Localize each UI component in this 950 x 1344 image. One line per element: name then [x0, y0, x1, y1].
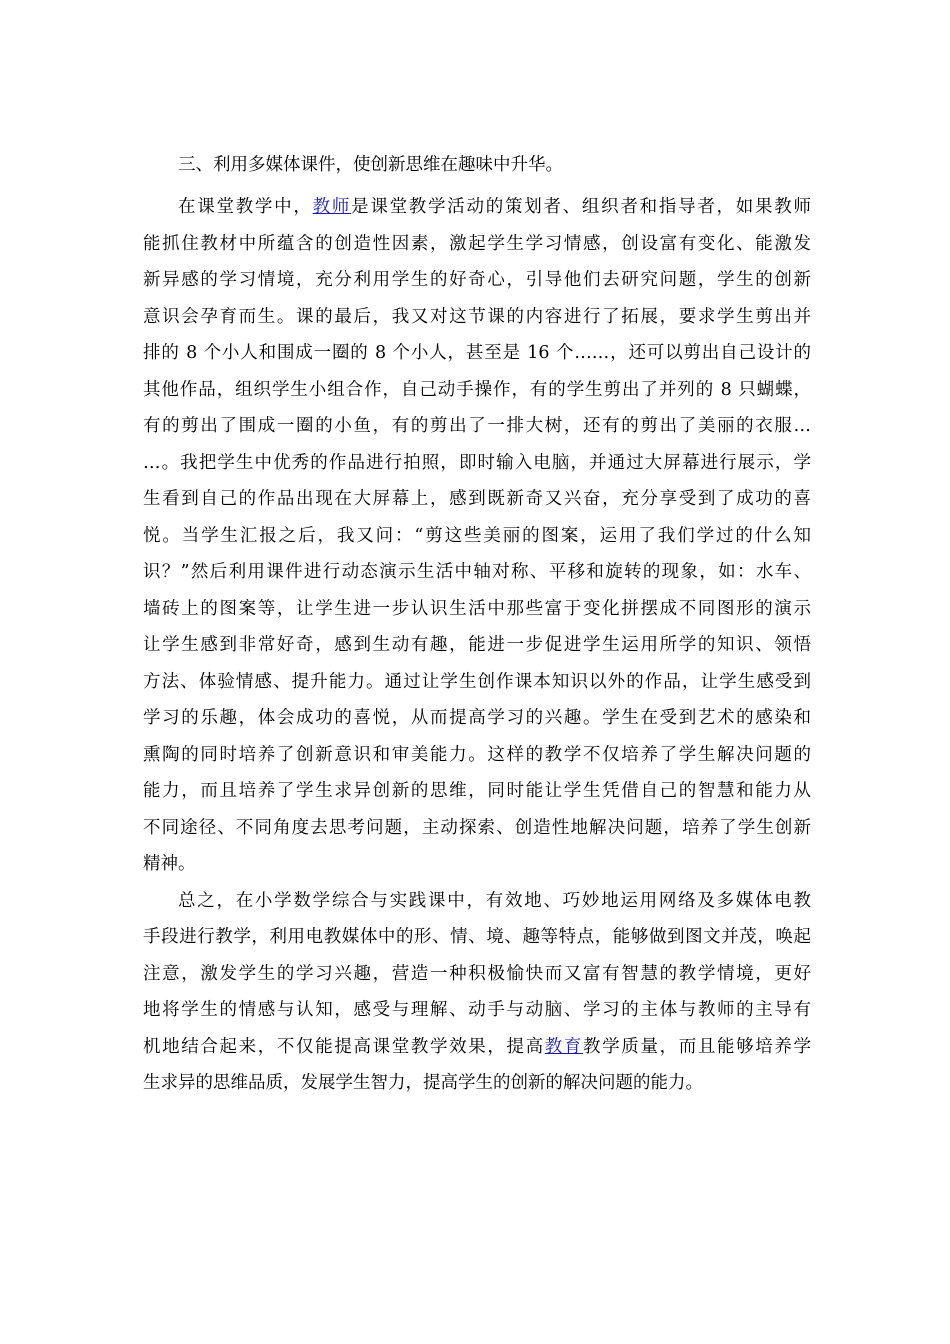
paragraph-1-line-8: …。我把学生中优秀的作品进行拍照，即时输入电脑，并通过大屏幕进行展示，学: [143, 453, 811, 473]
paragraph-1-line-15: 学习的乐趣，体会成功的喜悦，从而提高学习的兴趣。学生在受到艺术的感染和: [143, 708, 811, 728]
paragraph-1-line-14: 方法、体验情感、提升能力。通过让学生创作课本知识以外的作品，让学生感受到: [143, 672, 811, 692]
paragraph-1-line-10: 悦。当学生汇报之后，我又问：“剪这些美丽的图案，运用了我们学过的什么知: [143, 526, 811, 546]
paragraph-2-line-4: 地将学生的情感与认知，感受与理解、动手与动脑、学习的主体与教师的主导有: [143, 1000, 811, 1020]
paragraph-1-line-12: 墙砖上的图案等，让学生进一步认识生活中那些富于变化拼摆成不同图形的演示: [143, 599, 811, 619]
paragraph-1-line-3: 新异感的学习情境，充分利用学生的好奇心，引导他们去研究问题，学生的创新: [143, 270, 811, 290]
paragraph-2-line-3: 注意，激发学生的学习兴趣，营造一种积极愉快而又富有智慧的教学情境，更好: [143, 964, 811, 984]
paragraph-1-line-2: 能抓住教材中所蕴含的创造性因素，激起学生学习情感，创设富有变化、能激发: [143, 234, 811, 254]
teacher-link[interactable]: 教师: [312, 197, 352, 217]
paragraph-1-line-7: 有的剪出了围成一圈的小鱼，有的剪出了一排大树，还有的剪出了美丽的衣服…: [143, 416, 811, 436]
paragraph-1-line-13: 让学生感到非常好奇，感到生动有趣，能进一步促进学生运用所学的知识、领悟: [143, 635, 811, 655]
education-link[interactable]: 教育: [544, 1037, 584, 1057]
paragraph-1-line-11: 识？”然后利用课件进行动态演示生活中轴对称、平移和旋转的现象，如：水车、: [143, 562, 811, 582]
paragraph-1-line-9: 生看到自己的作品出现在大屏幕上，感到既新奇又兴奋，充分享受到了成功的喜: [143, 489, 811, 509]
paragraph-1-line-1: [178, 192, 811, 222]
paragraph-2-line-6: 生求异的思维品质，发展学生智力，提高学生的创新的解决问题的能力。: [143, 1073, 703, 1093]
paragraph-1-line-6: 其他作品，组织学生小组合作，自己动手操作，有的学生剪出了并列的 8 只蝴蝶，: [143, 380, 811, 400]
paragraph-1-line-17: 能力，而且培养了学生求异创新的思维，同时能让学生凭借自己的智慧和能力从: [143, 781, 811, 801]
paragraph-2-line-2: 手段进行教学，利用电教媒体中的形、情、境、趣等特点，能够做到图文并茂，唤起: [143, 927, 811, 947]
paragraph-2-line-5: [143, 1032, 811, 1062]
paragraph-2-line-5-end: 教学质量，而且能够培养学: [583, 1037, 812, 1057]
paragraph-1-line-19: 精神。: [143, 854, 196, 874]
paragraph-1-line-1-start: 在课堂教学中，: [178, 197, 313, 217]
paragraph-1-line-18: 不同途径、不同角度去思考问题，主动探索、创造性地解决问题，培养了学生创新: [143, 818, 811, 838]
paragraph-2-line-1: 总之，在小学数学综合与实践课中，有效地、巧妙地运用网络及多媒体电教: [178, 891, 811, 911]
section-heading: 三、利用多媒体课件，使创新思维在趣味中升华。: [178, 155, 563, 175]
paragraph-1-line-4: 意识会孕育而生。课的最后，我又对这节课的内容进行了拓展，要求学生剪出并: [143, 307, 811, 327]
paragraph-1-line-16: 熏陶的同时培养了创新意识和审美能力。这样的教学不仅培养了学生解决问题的: [143, 745, 811, 765]
paragraph-1-line-1-end: 是课堂教学活动的策划者、组织者和指导者，如果教师: [351, 197, 811, 217]
paragraph-2-line-5-start: 机地结合起来，不仅能提高课堂教学效果，提高: [143, 1037, 545, 1057]
paragraph-1-line-5: 排的 8 个小人和围成一圈的 8 个小人，甚至是 16 个……，还可以剪出自己设计的: [143, 343, 811, 363]
